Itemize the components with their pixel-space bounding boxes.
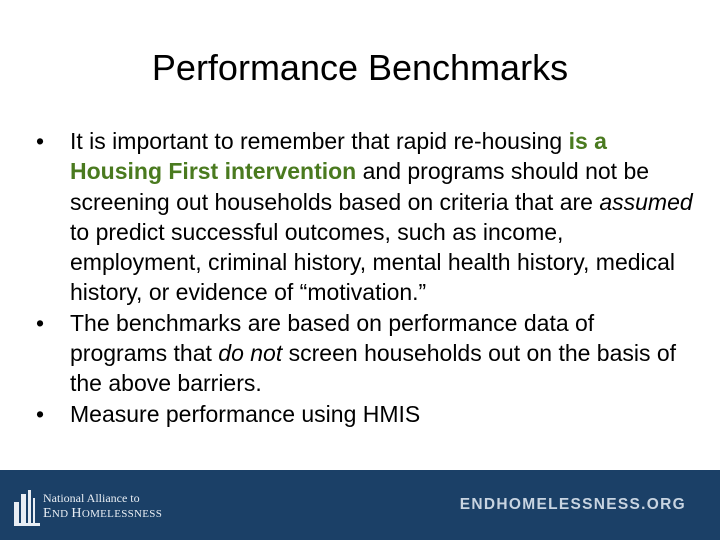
bullet-text: It is important to remember that rapid re-housing bbox=[70, 128, 563, 154]
emphasized-text: do not bbox=[218, 340, 283, 367]
bullet-item bbox=[36, 126, 696, 308]
bullet-text: to predict successful outcomes, such as income, employment, criminal history, mental health history, medical history, or evidence of “motivation.” bbox=[70, 218, 676, 306]
slide-title: Performance Benchmarks bbox=[151, 47, 569, 88]
org-initial: H bbox=[71, 506, 82, 521]
highlighted-text: is a Housing First intervention bbox=[70, 128, 607, 185]
bullet-item bbox=[36, 399, 696, 429]
bullet-text: screen households out on the basis of the above barriers. bbox=[70, 340, 677, 397]
org-name-line1: National Alliance to bbox=[43, 491, 140, 505]
org-name-line2 bbox=[43, 505, 162, 523]
bullet-text: The benchmarks are based on performance data of programs that bbox=[70, 309, 595, 367]
bullet-list bbox=[36, 126, 696, 429]
website-url: ENDHOMELESSNESS.ORG bbox=[459, 496, 686, 513]
bullet-text: and programs should not be screening out households based on criteria that are bbox=[70, 158, 650, 215]
organization-name bbox=[43, 491, 162, 523]
building-logo-icon bbox=[14, 490, 40, 526]
org-initial: E bbox=[43, 506, 52, 521]
bullet-marker: • bbox=[36, 128, 45, 154]
bullet-text: Measure performance using HMIS bbox=[70, 400, 421, 427]
org-smallcaps: ND bbox=[51, 508, 72, 520]
footer-bar bbox=[0, 470, 720, 540]
emphasized-text: assumed bbox=[599, 188, 693, 215]
bullet-marker: • bbox=[36, 309, 45, 336]
bullet-item bbox=[36, 308, 696, 399]
bullet-marker: • bbox=[36, 400, 45, 427]
org-smallcaps: OMELESSNESS bbox=[81, 508, 163, 520]
